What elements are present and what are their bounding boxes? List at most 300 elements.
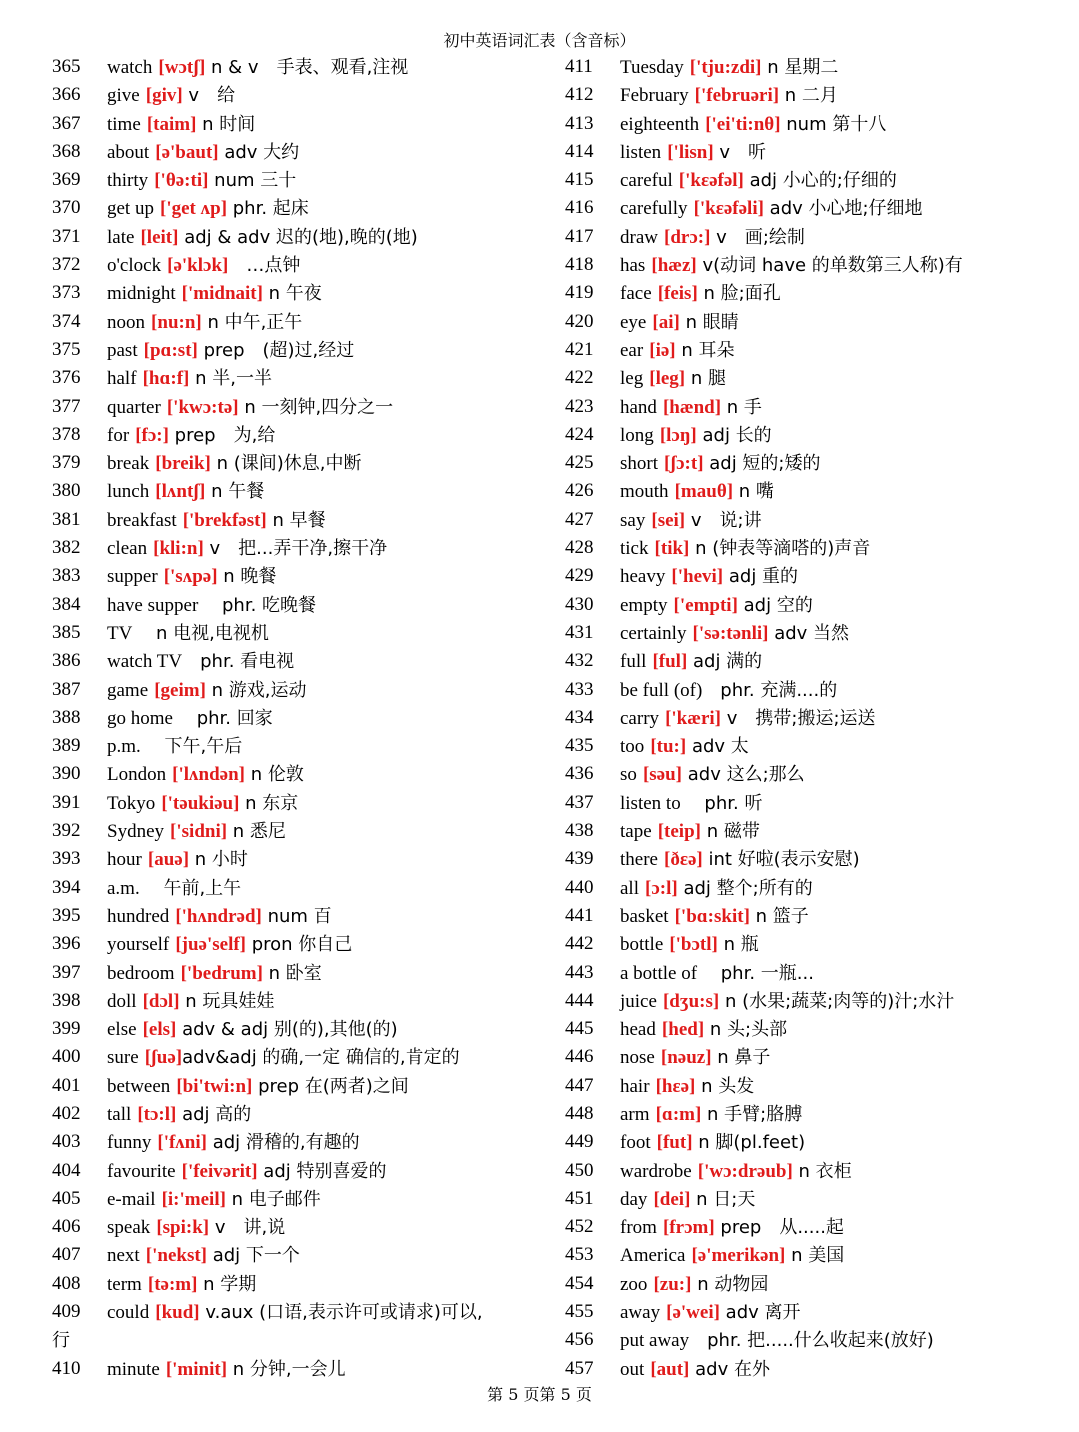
entry-number: 432: [565, 650, 594, 672]
entry-text: [620, 364, 1065, 392]
vocab-entry: [565, 53, 1065, 81]
entry-phonetic: [wɔtʃ]: [158, 57, 206, 78]
entry-number: 389: [52, 735, 81, 757]
entry-number: 380: [52, 480, 81, 502]
vocab-entry: [565, 817, 1065, 845]
entry-word: too: [620, 736, 645, 758]
entry-text: [620, 845, 1065, 873]
entry-definition: n (钟表等滴嗒的)声音: [689, 538, 871, 560]
entry-definition: adj 小心的;仔细的: [743, 170, 897, 192]
entry-text: [107, 704, 542, 732]
entry-phonetic: [i:'meil]: [161, 1188, 226, 1210]
entry-word: put away: [620, 1330, 690, 1352]
entry-text: [620, 591, 1065, 619]
entry-number: 453: [565, 1244, 594, 1266]
entry-phonetic: [ful]: [652, 651, 688, 673]
entry-text: [107, 760, 542, 788]
entry-word: late: [107, 226, 135, 248]
entry-phonetic: [frɔm]: [662, 1217, 715, 1239]
entry-number: 454: [565, 1272, 594, 1294]
entry-text: [107, 534, 542, 562]
entry-word: draw: [620, 226, 658, 248]
entry-definition: n 二月: [779, 85, 838, 107]
entry-text: [620, 138, 1065, 166]
entry-word: certainly: [620, 622, 687, 644]
vocab-entry: [52, 336, 542, 364]
entry-number: 398: [52, 989, 81, 1011]
entry-text: [107, 421, 542, 449]
entry-definition: int 好啦(表示安慰): [702, 849, 860, 871]
entry-text: [620, 1270, 1065, 1298]
entry-definition: adj 空的: [737, 594, 813, 616]
vocab-column-right: [565, 53, 1065, 1383]
vocab-entry: [565, 223, 1065, 251]
entry-definition: v(动词 have 的单数第三人称)有: [696, 255, 963, 277]
entry-text: [107, 902, 542, 930]
entry-definition: phr. 吃晚餐: [198, 594, 317, 616]
entry-word: careful: [620, 170, 673, 192]
vocab-entry: [565, 930, 1065, 958]
entry-text: [620, 1213, 1065, 1241]
entry-definition: num 百: [261, 905, 332, 927]
entry-definition: n 手臂;胳膊: [701, 1103, 803, 1125]
entry-word: basket: [620, 905, 669, 927]
entry-phonetic: [geim]: [154, 679, 206, 701]
entry-text: [620, 1072, 1065, 1100]
entry-number: 383: [52, 565, 81, 587]
entry-text: [107, 874, 542, 902]
vocab-entry: [52, 845, 542, 873]
entry-word: long: [620, 424, 654, 446]
entry-text: [107, 81, 542, 109]
entry-text: [107, 449, 542, 477]
entry-definition: n & v 手表、观看,注视: [205, 57, 409, 78]
entry-text: [107, 138, 542, 166]
entry-definition: n 电视,电视机: [132, 622, 269, 644]
entry-phonetic: [ɑ:m]: [655, 1103, 702, 1125]
entry-number: 449: [565, 1131, 594, 1153]
entry-text: [107, 619, 542, 647]
entry-number: 427: [565, 508, 594, 530]
entry-phonetic: [fut]: [656, 1132, 693, 1154]
entry-number: 436: [565, 763, 594, 785]
vocab-entry: [565, 1241, 1065, 1269]
entry-word: eye: [620, 311, 647, 333]
entry-number: 416: [565, 197, 594, 219]
vocab-entry: [52, 789, 542, 817]
entry-number: 451: [565, 1187, 594, 1209]
entry-definition: phr. 把.....什么收起来(放好): [689, 1330, 934, 1352]
entry-text: [107, 223, 542, 251]
entry-phonetic: [els]: [142, 1019, 177, 1041]
entry-definition: n 鼻子: [711, 1047, 771, 1069]
entry-text: [107, 1213, 542, 1241]
vocab-entry: [52, 930, 542, 958]
vocab-entry: [565, 704, 1065, 732]
entry-definition: n 分钟,一会儿: [227, 1358, 346, 1380]
entry-number: 430: [565, 593, 594, 615]
entry-word: February: [620, 85, 689, 107]
entry-number: 408: [52, 1272, 81, 1294]
vocab-entry: [52, 251, 542, 279]
entry-definition: n 中午,正午: [201, 311, 303, 333]
entry-text: [107, 1072, 542, 1100]
entry-phonetic: [bi'twi:n]: [176, 1075, 253, 1097]
vocab-entry: [565, 393, 1065, 421]
entry-text: [107, 1157, 542, 1185]
entry-word: Tuesday: [620, 57, 684, 78]
vocab-entry: [52, 1043, 542, 1071]
entry-number: 377: [52, 395, 81, 417]
entry-phonetic: [juə'self]: [175, 934, 247, 956]
entry-definition: adj 下一个: [207, 1245, 300, 1267]
entry-word: else: [107, 1019, 137, 1041]
entry-text: [620, 817, 1065, 845]
entry-definition: n 衣柜: [792, 1160, 852, 1182]
vocab-entry: [52, 393, 542, 421]
entry-number: 429: [565, 565, 594, 587]
entry-word: go home: [107, 707, 173, 729]
entry-number: 448: [565, 1102, 594, 1124]
entry-definition: phr. 充满....的: [702, 679, 838, 701]
entry-number: 403: [52, 1131, 81, 1153]
entry-word: hair: [620, 1075, 650, 1097]
vocab-entry: [52, 647, 542, 675]
entry-number: 413: [565, 112, 594, 134]
entry-word: time: [107, 113, 141, 135]
entry-word: empty: [620, 594, 668, 616]
entry-text: [620, 81, 1065, 109]
entry-text: [620, 1100, 1065, 1128]
entry-phonetic: [tə:m]: [147, 1273, 198, 1295]
entry-word: Sydney: [107, 821, 164, 843]
entry-definition: v 说;讲: [685, 509, 762, 531]
entry-number: 433: [565, 678, 594, 700]
entry-phonetic: [iə]: [649, 339, 676, 361]
entry-text: [620, 647, 1065, 675]
entry-phonetic: [hænd]: [662, 396, 722, 418]
entry-definition: n 小时: [189, 849, 248, 871]
entry-definition: …点钟: [228, 255, 301, 277]
page-number: 第 5 页第 5 页: [487, 1385, 592, 1404]
vocab-entry: [565, 902, 1065, 930]
entry-definition: n 篮子: [749, 905, 809, 927]
entry-text: [620, 676, 1065, 704]
entry-text: [620, 166, 1065, 194]
entry-text: [620, 930, 1065, 958]
vocab-entry: [565, 619, 1065, 647]
entry-number: 372: [52, 254, 81, 276]
vocab-entry: [52, 1241, 542, 1269]
entry-word: watch: [107, 57, 153, 78]
entry-phonetic: ['θə:ti]: [154, 170, 209, 192]
entry-word: heavy: [620, 566, 666, 588]
vocab-entry: [565, 279, 1065, 307]
vocab-column-left: [52, 53, 542, 1383]
entry-text: [620, 194, 1065, 222]
entry-text: [107, 194, 542, 222]
vocab-entry: [52, 1072, 542, 1100]
entry-number: 375: [52, 338, 81, 360]
entry-number: 382: [52, 537, 81, 559]
entry-definition: n 玩具娃娃: [179, 990, 275, 1012]
entry-text: [620, 421, 1065, 449]
entry-number: 374: [52, 310, 81, 332]
entry-word: day: [620, 1188, 648, 1210]
entry-number: 425: [565, 452, 594, 474]
entry-number: 440: [565, 876, 594, 898]
vocab-entry: [565, 591, 1065, 619]
vocab-entry: [52, 1298, 542, 1355]
vocab-entry: [52, 619, 542, 647]
entry-number: 442: [565, 933, 594, 955]
entry-phonetic: [hed]: [661, 1019, 705, 1041]
vocab-entry: [52, 166, 542, 194]
entry-word: a.m.: [107, 877, 140, 899]
vocab-entry: [52, 223, 542, 251]
vocab-entry: [565, 1298, 1065, 1326]
entry-text: [107, 364, 542, 392]
entry-number: 391: [52, 791, 81, 813]
vocab-entry: [565, 336, 1065, 364]
entry-number: 387: [52, 678, 81, 700]
entry-phonetic: [kli:n]: [153, 538, 204, 560]
entry-number: 386: [52, 650, 81, 672]
entry-phonetic: ['sə:tənli]: [692, 622, 769, 644]
entry-phonetic: ['kwɔ:tə]: [166, 396, 239, 418]
vocab-entry: [565, 166, 1065, 194]
entry-word: tick: [620, 538, 649, 560]
vocab-entry: [565, 1213, 1065, 1241]
entry-phonetic: [ə'klɔk]: [167, 255, 229, 277]
entry-word: Tokyo: [107, 792, 156, 814]
entry-text: [620, 987, 1065, 1015]
entry-definition: v.aux (口语,表示许可或请求)可以,: [199, 1302, 483, 1324]
entry-phonetic: ['lʌndən]: [172, 764, 246, 786]
entry-number: 368: [52, 140, 81, 162]
entry-definition: n 耳朵: [675, 339, 735, 361]
entry-number: 410: [52, 1357, 81, 1379]
entry-word: midnight: [107, 283, 176, 305]
entry-number: 401: [52, 1074, 81, 1096]
vocab-entry: [52, 138, 542, 166]
entry-phonetic: ['lisn]: [667, 141, 714, 163]
entry-phonetic: ['sidni]: [170, 821, 228, 843]
vocab-entry: [52, 364, 542, 392]
entry-phonetic: ['ei'ti:nθ]: [705, 113, 781, 135]
entry-word: carefully: [620, 198, 688, 220]
entry-text: [620, 619, 1065, 647]
entry-number: 402: [52, 1102, 81, 1124]
entry-text: [620, 506, 1065, 534]
entry-word: noon: [107, 311, 145, 333]
entry-number: 379: [52, 452, 81, 474]
entry-word: funny: [107, 1132, 152, 1154]
entry-definition: adj 高的: [176, 1103, 252, 1125]
entry-definition: adj & adv 迟的(地),晚的(地): [178, 226, 418, 248]
entry-text: [620, 477, 1065, 505]
entry-number: 422: [565, 367, 594, 389]
entry-definition: n 头;头部: [704, 1019, 788, 1041]
entry-phonetic: [ɔ:l]: [645, 877, 678, 899]
vocab-entry: [52, 477, 542, 505]
vocab-entry: [52, 987, 542, 1015]
entry-text: [620, 279, 1065, 307]
entry-phonetic: [breik]: [155, 453, 211, 475]
entry-word: be full (of): [620, 679, 703, 701]
vocab-entry: [565, 874, 1065, 902]
entry-number: 367: [52, 112, 81, 134]
entry-word: e-mail: [107, 1188, 156, 1210]
entry-definition: n 一刻钟,四分之一: [238, 396, 394, 418]
entry-text: [107, 477, 542, 505]
entry-number: 455: [565, 1301, 594, 1323]
entry-phonetic: [drɔ:]: [664, 226, 711, 248]
entry-word: out: [620, 1358, 645, 1380]
entry-phonetic: ['kæri]: [665, 707, 722, 729]
entry-text: [620, 308, 1065, 336]
entry-word: thirty: [107, 170, 149, 192]
entry-text: [107, 987, 542, 1015]
vocab-entry: [565, 138, 1065, 166]
entry-phonetic: [fɔ:]: [135, 424, 169, 446]
entry-word: foot: [620, 1132, 651, 1154]
vocab-entry: [565, 647, 1065, 675]
entry-phonetic: [nəuz]: [660, 1047, 712, 1069]
entry-phonetic: ['bedrum]: [180, 962, 263, 984]
entry-number: 445: [565, 1018, 594, 1040]
entry-definition: n 腿: [685, 368, 726, 390]
entry-phonetic: ['wɔ:drəub]: [697, 1160, 793, 1182]
entry-phonetic: ['kεəfəli]: [693, 198, 764, 220]
entry-phonetic: [tɔ:l]: [137, 1103, 177, 1125]
entry-number: 394: [52, 876, 81, 898]
entry-word: have supper: [107, 594, 199, 616]
entry-text: [107, 506, 542, 534]
entry-phonetic: [feis]: [657, 283, 698, 305]
entry-definition: n 头发: [695, 1075, 755, 1097]
entry-text: [107, 676, 542, 704]
entry-definition: adv 太: [686, 736, 749, 758]
entry-phonetic: [leit]: [140, 226, 179, 248]
entry-phonetic: [taim]: [146, 113, 197, 135]
vocab-entry: [565, 1128, 1065, 1156]
entry-phonetic: [pɑ:st]: [143, 339, 198, 361]
entry-word: game: [107, 679, 149, 701]
entry-definition: adj 短的;矮的: [703, 453, 821, 475]
page-title: 初中英语词汇表（含音标）: [443, 31, 636, 50]
vocab-entry: [52, 308, 542, 336]
entry-phonetic: ['bɑ:skit]: [674, 905, 750, 927]
entry-word: yourself: [107, 934, 170, 956]
entry-word: tape: [620, 821, 652, 843]
entry-phonetic: [mauθ]: [674, 481, 734, 503]
entry-phonetic: [ʃɔ:t]: [664, 453, 704, 475]
entry-number: 415: [565, 169, 594, 191]
entry-text: [620, 1298, 1065, 1326]
vocab-entry: [565, 110, 1065, 138]
entry-phonetic: [ðεə]: [664, 849, 703, 871]
entry-number: 388: [52, 706, 81, 728]
entry-word: a bottle of: [620, 962, 698, 984]
entry-definition: n 脚(pl.feet): [692, 1132, 806, 1154]
entry-phonetic: ['tju:zdi]: [689, 57, 762, 78]
entry-word: hundred: [107, 905, 170, 927]
vocab-entry: [52, 506, 542, 534]
entry-word: o'clock: [107, 255, 162, 277]
entry-number: 399: [52, 1018, 81, 1040]
entry-definition: n 卧室: [262, 962, 322, 984]
entry-word: head: [620, 1019, 656, 1041]
entry-word: about: [107, 141, 150, 163]
entry-definition: v 把...弄干净,擦干净: [203, 538, 388, 560]
entry-text: [620, 1015, 1065, 1043]
entry-phonetic: [hæz]: [651, 255, 697, 277]
vocab-entry: [52, 591, 542, 619]
entry-number: 444: [565, 989, 594, 1011]
entry-text: [620, 1355, 1065, 1383]
entry-text: [107, 251, 542, 279]
vocab-entry: [52, 732, 542, 760]
entry-definition: adj 重的: [723, 566, 799, 588]
entry-definition: n 脸;面孔: [697, 283, 781, 305]
vocab-entry: [565, 251, 1065, 279]
vocab-entry: [52, 874, 542, 902]
entry-word: speak: [107, 1217, 151, 1239]
entry-phonetic: [hɑ:f]: [142, 368, 190, 390]
entry-text: [107, 959, 542, 987]
entry-text: [107, 1298, 542, 1327]
entry-number: 366: [52, 84, 81, 106]
entry-definition: adj 整个;所有的: [677, 877, 813, 899]
entry-number: 426: [565, 480, 594, 502]
entry-number: 381: [52, 508, 81, 530]
entry-phonetic: ['kεəfəl]: [678, 170, 744, 192]
entry-number: 392: [52, 820, 81, 842]
entry-word: watch TV: [107, 651, 183, 673]
entry-word: hand: [620, 396, 657, 418]
entry-definition: n 眼睛: [679, 311, 739, 333]
entry-phonetic: ['brekfəst]: [182, 509, 267, 531]
entry-definition: n (水果;蔬菜;肉等的)汁;水汁: [719, 990, 955, 1012]
entry-phonetic: ['sʌpə]: [163, 566, 218, 588]
entry-word: sure: [107, 1047, 139, 1069]
entry-phonetic: [dɔl]: [142, 990, 180, 1012]
vocab-entry: [52, 902, 542, 930]
entry-text: [107, 1270, 542, 1298]
vocab-entry: [565, 81, 1065, 109]
entry-definition: n 时间: [196, 113, 256, 135]
entry-number: 420: [565, 310, 594, 332]
entry-number: 370: [52, 197, 81, 219]
entry-text: [107, 279, 542, 307]
entry-number: 428: [565, 537, 594, 559]
vocab-entry: [52, 53, 542, 81]
vocab-entry: [565, 1100, 1065, 1128]
entry-number: 446: [565, 1046, 594, 1068]
entry-phonetic: ['feivərit]: [181, 1160, 258, 1182]
entry-number: 400: [52, 1046, 81, 1068]
entry-number: 419: [565, 282, 594, 304]
entry-number: 371: [52, 225, 81, 247]
vocab-entry: [565, 1270, 1065, 1298]
entry-text: [107, 732, 542, 760]
entry-text: [620, 251, 1065, 279]
entry-word: say: [620, 509, 646, 531]
entry-phonetic: ['empti]: [673, 594, 738, 616]
vocab-entry: [565, 987, 1065, 1015]
entry-word: quarter: [107, 396, 161, 418]
